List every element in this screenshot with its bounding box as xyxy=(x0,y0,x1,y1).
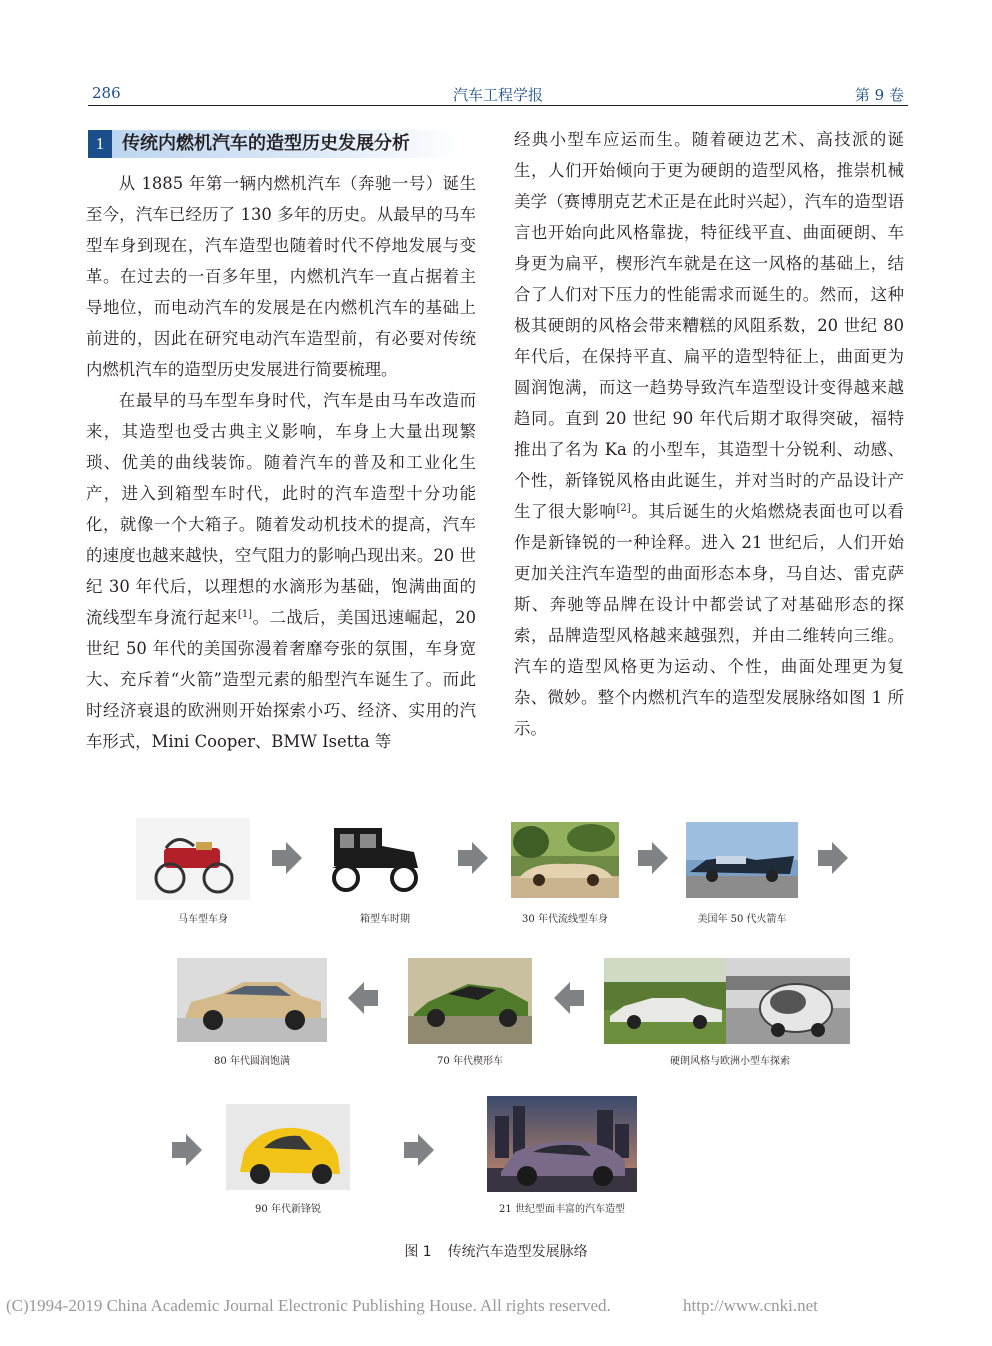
caption-streamline: 30 年代流线型车身 xyxy=(522,914,608,925)
hard-edge-car-photo xyxy=(604,958,726,1044)
paragraph-continued-text-a: 经典小型车应运而生。随着硬边艺术、高技派的诞生，人们开始倾向于更为硬朗的造型风格，推崇机械美学（赛博朋克艺术正是在此时兴起），汽车的造型语言也开始向此风格靠拢，特征线平直、曲面硬朗、车身更为扁平，楔形汽车就是在这一风格的基础上，结合了人们对下压力的性能需求而诞生的。然而，这种极其硬朗的风格会带来糟糕的风阻系数，20 世纪 80 年代后，在保持平直、扁平的造型特征上，曲面更为圆润饱满，而这一趋势导致汽车造型设计变得越来越趋同。直到 20 世纪 90 年代后期才取得突破，福特推出了名为 Ka 的小型车，其造型十分锐利、动感、个性，新锋锐风格由此诞生，并对当时的产品设计产生了很大影响 xyxy=(514,130,904,521)
carriage-car-photo xyxy=(136,818,250,900)
citation-2[interactable]: [2] xyxy=(616,503,631,514)
arrow-left-icon xyxy=(554,982,584,1014)
running-header xyxy=(88,82,908,106)
streamline-car-photo xyxy=(511,822,619,898)
figure-title: 传统汽车造型发展脉络 xyxy=(447,1244,588,1260)
arrow-right-icon xyxy=(638,842,668,874)
journal-name: 汽车工程学报 xyxy=(452,86,543,104)
caption-eighties: 80 年代圆润饱满 xyxy=(214,1056,290,1067)
paragraph-history-text-a: 在最早的马车型车身时代，汽车是由马车改造而来，其造型也受古典主义影响，车身上大量出现繁琐、优美的曲线装饰。随着汽车的普及和工业化生产，进入到箱型车时代，此时的汽车造型十分功能化，就像一个大箱子。随着发动机技术的提高，汽车的速度也越来越快，空气阻力的影响凸现出来。20 世纪 30 年代后，以理想的水滴形为基础，饱满曲面的流线型车身流行起来 xyxy=(86,391,476,627)
page-number: 286 xyxy=(92,84,121,102)
paragraph-intro: 从 1885 年第一辆内燃机汽车（奔驰一号）诞生至今，汽车已经历了 130 多年的历史。从最早的马车型车身到现在，汽车造型也随着时代不停地发展与变革。在过去的一百多年里，内燃机汽车一直占据着主导地位，而电动汽车的发展是在内燃机汽车的基础上前进的，因此在研究电动汽车造型前，有必要对传统内燃机汽车的造型历史发展进行简要梳理。 xyxy=(86,174,476,379)
section-heading xyxy=(88,130,460,158)
caption-box-car: 箱型车时期 xyxy=(360,914,410,925)
citation-1[interactable]: [1] xyxy=(237,609,253,620)
caption-hard-edge: 硬朗风格与欧洲小型车探索 xyxy=(670,1056,790,1067)
rocket-car-photo xyxy=(686,822,798,898)
arrow-right-icon xyxy=(404,1134,434,1166)
caption-new-edge: 90 年代新锋锐 xyxy=(255,1204,321,1215)
arrow-right-icon xyxy=(272,842,302,874)
caption-carriage: 马车型车身 xyxy=(178,914,228,925)
arrow-right-icon xyxy=(818,842,848,874)
volume-label: 第 9 卷 xyxy=(854,86,904,104)
caption-wedge: 70 年代楔形车 xyxy=(437,1056,503,1067)
arrow-right-icon xyxy=(458,842,488,874)
paragraph-continued-text-b: 。其后诞生的火焰燃烧表面也可以看作是新锋锐的一种诠释。进入 21 世纪后，人们开始更加关注汽车造型的曲面形态本身，马自达、雷克萨斯、奔驰等品牌在设计中都尝试了对基础形态的探索，品牌造型风格越来越强烈，并由二维转向三维。汽车的造型风格更为运动、个性，曲面处理更为复杂、微妙。整个内燃机汽车的造型发展脉络如图 1 所示。 xyxy=(514,502,905,738)
arrow-right-icon xyxy=(172,1134,202,1166)
footer-url[interactable]: http://www.cnki.net xyxy=(683,1296,818,1315)
paragraph-history-text-b: 。二战后，美国迅速崛起，20 世纪 50 年代的美国弥漫着奢靡夸张的氛围，车身宽大、充斥着“火箭”造型元素的船型汽车诞生了。而此时经济衰退的欧洲则开始探索小巧、经济、实用的汽车形式，Mini Cooper、BMW Isetta 等 xyxy=(86,608,476,751)
figure-label: 图 1 xyxy=(404,1244,432,1260)
section-number: 1 xyxy=(88,130,112,158)
right-column xyxy=(514,124,904,744)
caption-modern: 21 世纪型面丰富的汽车造型 xyxy=(499,1204,625,1215)
paragraph-continued xyxy=(514,124,904,744)
footer-copyright: (C)1994-2019 China Academic Journal Electronic Publishing House. All rights reserved. xyxy=(6,1296,611,1315)
section-title: 传统内燃机汽车的造型历史发展分析 xyxy=(122,133,410,154)
microcar-photo xyxy=(726,958,850,1044)
wedge-car-photo xyxy=(408,958,532,1044)
caption-rocket-car: 美国年 50 代火箭车 xyxy=(697,914,787,925)
modern-car-photo xyxy=(487,1096,637,1192)
header-rule xyxy=(88,105,908,106)
figure-caption xyxy=(0,1241,992,1261)
eighties-car-photo xyxy=(177,958,327,1042)
arrow-left-icon xyxy=(348,982,378,1014)
new-edge-car-photo xyxy=(226,1104,350,1190)
paragraph-history xyxy=(86,385,476,757)
left-column xyxy=(86,168,476,757)
box-car-photo xyxy=(318,822,430,896)
